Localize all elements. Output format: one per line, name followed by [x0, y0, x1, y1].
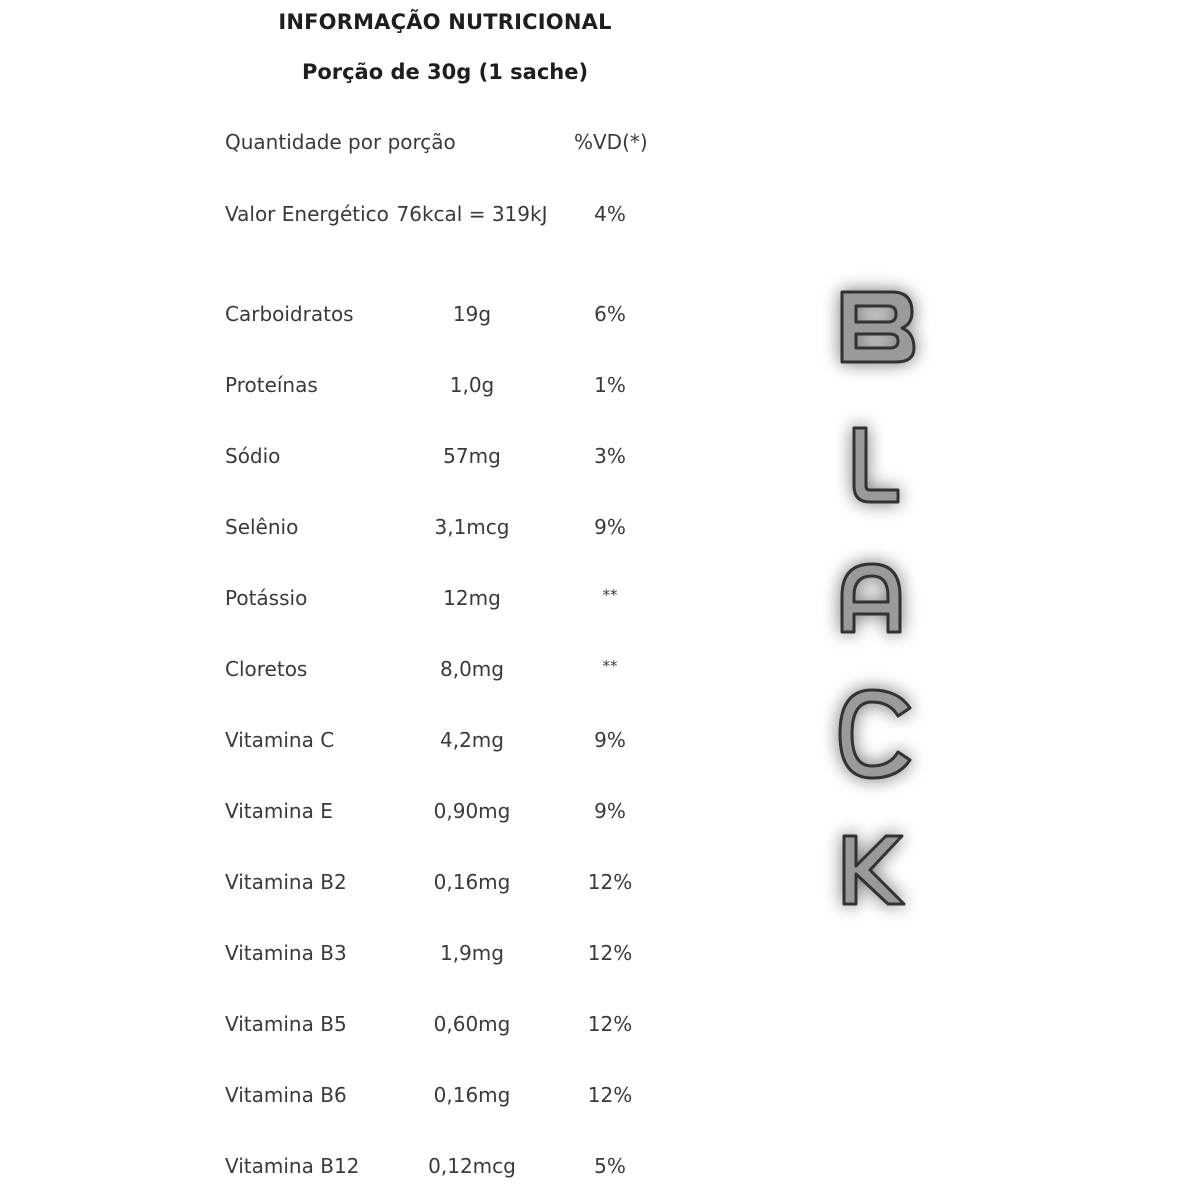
table-title: INFORMAÇÃO NUTRICIONAL [278, 10, 612, 34]
nutrient-vd: 3% [594, 444, 626, 468]
nutrient-vd: 12% [587, 1012, 633, 1036]
nutrient-amount: 19g [452, 302, 492, 326]
nutrient-vd: ** [602, 586, 618, 604]
nutrient-amount: 3,1mcg [434, 515, 510, 539]
nutrient-name: Vitamina B12 [225, 1154, 360, 1178]
nutrient-vd: 12% [587, 1083, 633, 1107]
nutrient-name: Carboidratos [225, 302, 354, 326]
brand-logo [800, 270, 940, 930]
nutrient-name: Vitamina B3 [225, 941, 347, 965]
nutrient-amount: 8,0mg [440, 657, 504, 681]
nutrient-name: Selênio [225, 515, 299, 539]
logo-letter-a [842, 564, 900, 632]
nutrient-name: Vitamina B5 [225, 1012, 347, 1036]
table-row [0, 1152, 700, 1192]
nutrient-vd: ** [602, 657, 618, 675]
table-row [0, 726, 700, 766]
nutrient-name: Sódio [225, 444, 281, 468]
nutrient-vd: 9% [594, 799, 626, 823]
nutrient-amount: 57mg [443, 444, 501, 468]
table-row [0, 1010, 700, 1050]
logo-letter-k [844, 836, 904, 904]
nutrient-name: Cloretos [225, 657, 308, 681]
table-row [0, 442, 700, 482]
nutrient-vd: 1% [594, 373, 626, 397]
table-row [0, 868, 700, 908]
header-quantity-label: Quantidade por porção [225, 130, 456, 154]
nutrient-name: Proteínas [225, 373, 318, 397]
logo-letter-b [842, 292, 914, 362]
logo-letter-c [840, 690, 910, 778]
nutrient-vd: 4% [594, 202, 626, 226]
nutrient-amount: 0,16mg [433, 870, 511, 894]
table-row [0, 300, 700, 340]
nutrient-vd: 12% [587, 870, 633, 894]
nutrient-amount: 1,9mg [440, 941, 504, 965]
nutrient-name: Potássio [225, 586, 308, 610]
table-row [0, 513, 700, 553]
table-row [0, 797, 700, 837]
nutrient-amount: 0,16mg [433, 1083, 511, 1107]
logo-letter-l [854, 428, 898, 502]
nutrient-amount: 0,12mcg [428, 1154, 516, 1178]
nutrient-amount: 4,2mg [440, 728, 504, 752]
nutrient-amount: 0,90mg [433, 799, 511, 823]
table-row [0, 200, 700, 240]
brand-logo-graphic [800, 270, 940, 930]
nutrient-amount: 0,60mg [433, 1012, 511, 1036]
nutrient-vd: 5% [594, 1154, 626, 1178]
nutrient-name: Vitamina E [225, 799, 333, 823]
nutrient-vd: 12% [587, 941, 633, 965]
nutrient-vd: 6% [594, 302, 626, 326]
nutrient-vd: 9% [594, 728, 626, 752]
header-vd-label: %VD(*) [574, 130, 648, 154]
nutrient-amount: 76kcal = 319kJ [396, 202, 548, 226]
table-row [0, 655, 700, 695]
table-row [0, 939, 700, 979]
table-row [0, 584, 700, 624]
table-row [0, 371, 700, 411]
nutrient-name: Vitamina B6 [225, 1083, 347, 1107]
serving-size: Porção de 30g (1 sache) [301, 60, 589, 84]
nutrient-vd: 9% [594, 515, 626, 539]
nutrient-name: Valor Energético [225, 202, 389, 226]
nutrient-name: Vitamina B2 [225, 870, 347, 894]
nutrient-amount: 12mg [443, 586, 501, 610]
table-row [0, 1081, 700, 1121]
nutrient-amount: 1,0g [449, 373, 495, 397]
nutrient-name: Vitamina C [225, 728, 335, 752]
